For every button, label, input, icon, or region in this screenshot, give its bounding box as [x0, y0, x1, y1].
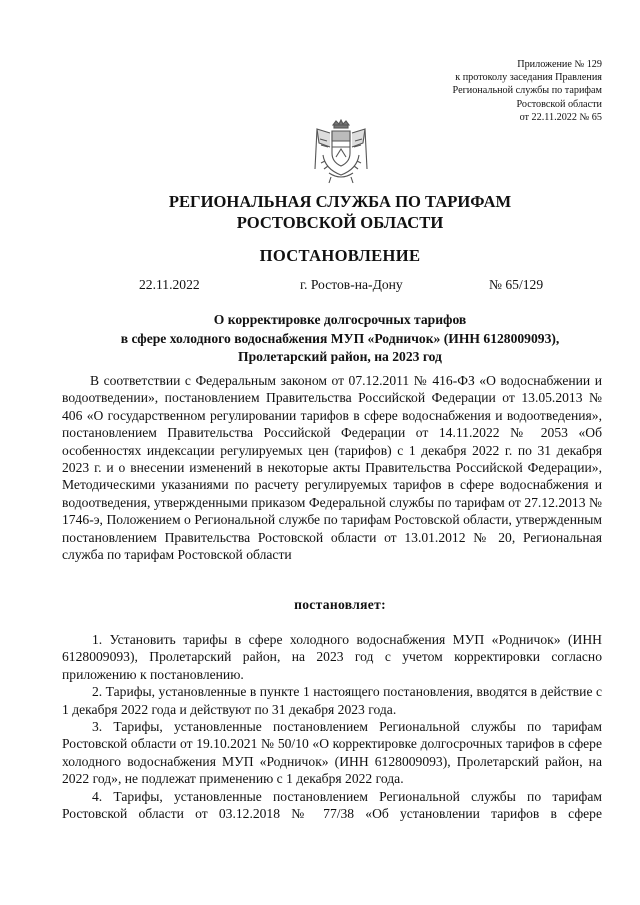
- annex-line: к протоколу заседания Правления: [455, 72, 602, 84]
- subject-line: в сфере холодного водоснабжения МУП «Родничок» (ИНН 6128009093),: [120, 330, 560, 346]
- annex-line: Региональной службы по тарифам: [452, 85, 602, 97]
- clause-paragraph: 1. Установить тарифы в сфере холодного водоснабжения МУП «Родничок» (ИНН 6128009093), Пролетарский район, на 2023 год с учетом корректировки согласно приложению к постановлению.: [62, 632, 602, 682]
- clauses: [62, 631, 602, 822]
- document-subject: [0, 311, 640, 367]
- document-number: № 65/129: [489, 277, 544, 292]
- annex-reference: [453, 58, 602, 124]
- document-date: 22.11.2022: [139, 277, 200, 292]
- coat-of-arms-icon: [311, 119, 371, 185]
- subject-line: Пролетарский район, на 2023 год: [238, 349, 442, 365]
- agency-name-line: РЕГИОНАЛЬНАЯ СЛУЖБА ПО ТАРИФАМ: [168, 192, 512, 211]
- annex-line: Приложение № 129: [517, 59, 602, 70]
- decrees-heading: постановляет:: [294, 597, 386, 612]
- preamble-paragraph: В соответствии с Федеральным законом от 07.12.2011 № 416-ФЗ «О водоснабжении и водоотведении», постановлением Правительства Российской Федерации от 13.05.2013 № 406 «О государственном регулировании тарифов в сфере водоснабжения и водоотведения», постановлением Правительства Российской Федерации от 14.11.2022 № 2053 «Об особенностях индексации регулируемых цен (тарифов) с 1 декабря 2022 г. по 31 декабря 2023 г. и о внесении изменений в некоторые акты Правительства Российской Федерации», Методическими указаниями по расчету регулируемых тарифов в сфере водоснабжения и водоотведения, утвержденными приказом Федеральной службы по тарифам от 27.12.2013 № 1746-э, Положением о Региональной службе по тарифам Ростовской области, утвержденным постановлением Правительства Ростовской области от 13.01.2012 № 20, Региональная служба по тарифам Ростовской области: [62, 373, 602, 563]
- clause-paragraph: 2. Тарифы, установленные в пункте 1 настоящего постановления, вводятся в действие с 1 декабря 2022 года и действуют по 31 декабря 2023 года.: [62, 684, 602, 717]
- clause-paragraph: 4. Тарифы, установленные постановлением Региональной службы по тарифам Ростовской области от 03.12.2018 № 77/38 «Об установлении тарифов в сфере: [62, 788, 602, 822]
- document-city: г. Ростов-на-Дону: [300, 277, 403, 292]
- annex-line: Ростовской области: [516, 98, 602, 110]
- annex-line: от 22.11.2022 № 65: [519, 111, 602, 123]
- subject-line: О корректировке долгосрочных тарифов: [213, 312, 467, 327]
- clause-paragraph: 3. Тарифы, установленные постановлением Региональной службы по тарифам Ростовской области от 19.10.2021 № 50/10 «О корректировке долгосрочных тарифов в сфере холодного водоснабжения МУП «Родничок» (ИНН 6128009093), Пролетарский район, на 2022 год», не подлежат применению с 1 декабря 2022 года.: [62, 719, 602, 787]
- agency-name-line: РОСТОВСКОЙ ОБЛАСТИ: [236, 213, 444, 232]
- agency-name: [0, 191, 640, 233]
- document-type: ПОСТАНОВЛЕНИЕ: [259, 246, 421, 265]
- preamble: [62, 372, 602, 563]
